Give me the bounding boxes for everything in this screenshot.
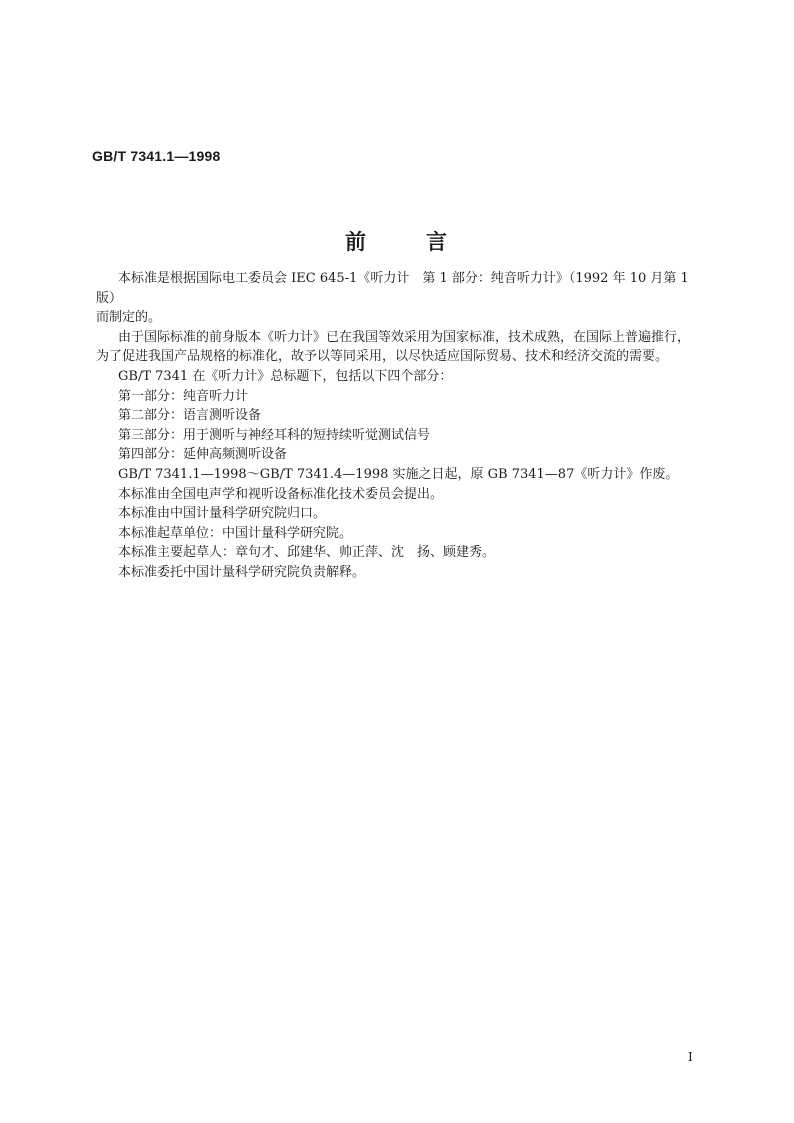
paragraph-line: 本标准委托中国计量科学研究院负责解释。	[118, 564, 366, 580]
paragraph-line: GB/T 7341.1—1998～GB/T 7341.4—1998 实施之日起，原 GB 7341—87《听力计》作废。	[118, 466, 679, 482]
standard-code: GB/T 7341.1—1998	[92, 148, 221, 164]
paragraph-line: 本标准由全国电声学和视听设备标准化技术委员会提出。	[118, 486, 444, 502]
page-title-part-2: 言	[426, 230, 449, 254]
paragraph-line: 本标准由中国计量科学研究院归口。	[118, 506, 327, 522]
page-title-part-1: 前	[345, 230, 368, 254]
list-item: 第四部分：延伸高频测听设备	[118, 447, 288, 463]
page-title	[0, 226, 794, 256]
list-item: 第二部分：语言测听设备	[118, 408, 262, 424]
foreword-body	[96, 269, 700, 583]
paragraph-line: 本标准起草单位：中国计量科学研究院。	[118, 525, 353, 541]
paragraph-line: 为了促进我国产品规格的标准化，故予以等同采用，以尽快适应国际贸易、技术和经济交流的需要。	[96, 349, 669, 365]
list-item: 第一部分：纯音听力计	[118, 388, 249, 404]
paragraph-line: 而制定的。	[96, 310, 162, 326]
paragraph-line: GB/T 7341 在《听力计》总标题下，包括以下四个部分：	[118, 368, 453, 384]
page-number: I	[688, 1050, 693, 1064]
paragraph-line: 本标准是根据国际电工委员会 IEC 645-1《听力计 第 1 部分：纯音听力计》（1992 年 10 月第 1 版）	[96, 271, 689, 306]
list-item: 第三部分：用于测听与神经耳科的短持续听觉测试信号	[118, 427, 431, 443]
paragraph-line: 由于国际标准的前身版本《听力计》已在我国等效采用为国家标准，技术成熟，在国际上普遍推行，	[118, 329, 691, 345]
paragraph-line: 本标准主要起草人：章句才、邱建华、帅正萍、沈 扬、顾建秀。	[118, 545, 496, 561]
